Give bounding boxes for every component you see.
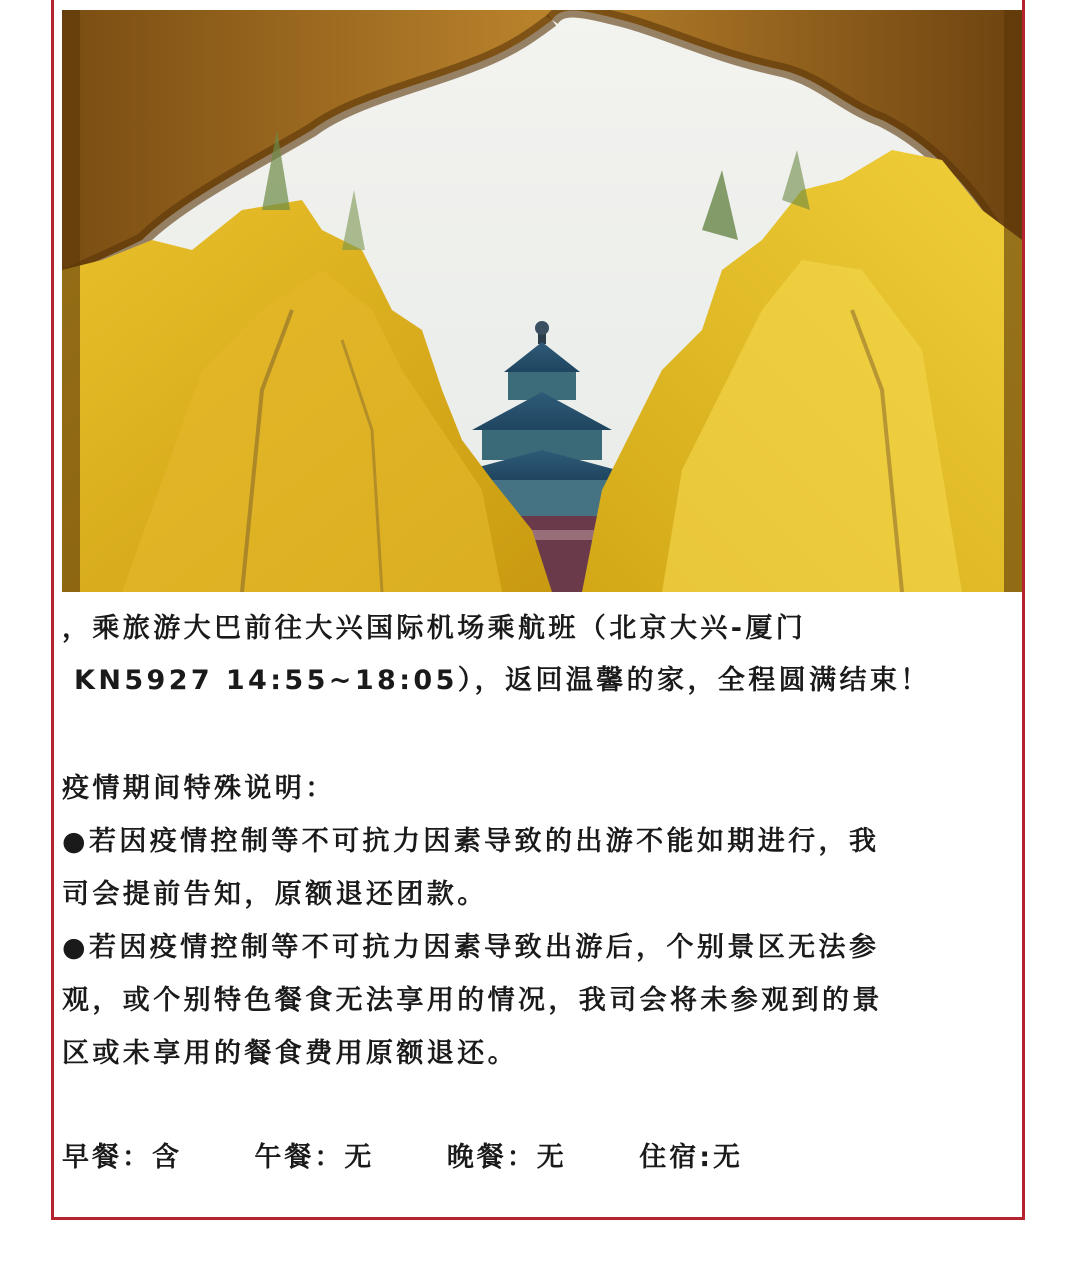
epidemic-notice [62,763,1022,1081]
itinerary-paragraph [62,603,1022,707]
notice-item-1-line-2: 司会提前告知，原额退还团款。 [62,879,488,910]
notice-title: 疫情期间特殊说明： [62,773,336,804]
meal-summary [62,1134,743,1182]
lunch-info: 午餐：无 [254,1142,375,1173]
itinerary-line-1: ，乘旅游大巴前往大兴国际机场乘航班（北京大兴-厦门 [62,613,807,644]
itinerary-line-2: KN5927 14:55~18:05），返回温馨的家，全程圆满结束！ [74,665,931,696]
notice-item-2-line-3: 区或未享用的餐食费用原额退还。 [62,1038,518,1069]
notice-item-2-line-1: ●若因疫情控制等不可抗力因素导致出游后，个别景区无法参 [62,932,880,963]
notice-item-2-line-2: 观，或个别特色餐食无法享用的情况，我司会将未参观到的景 [62,985,883,1016]
breakfast-info: 早餐：含 [62,1142,182,1173]
notice-item-1-line-1: ●若因疫情控制等不可抗力因素导致的出游不能如期进行，我 [62,826,880,857]
photo-illustration [62,10,1022,592]
dinner-info: 晚餐：无 [446,1142,567,1173]
temple-of-heaven-photo [62,10,1022,592]
lodging-info: 住宿:无 [639,1142,744,1173]
